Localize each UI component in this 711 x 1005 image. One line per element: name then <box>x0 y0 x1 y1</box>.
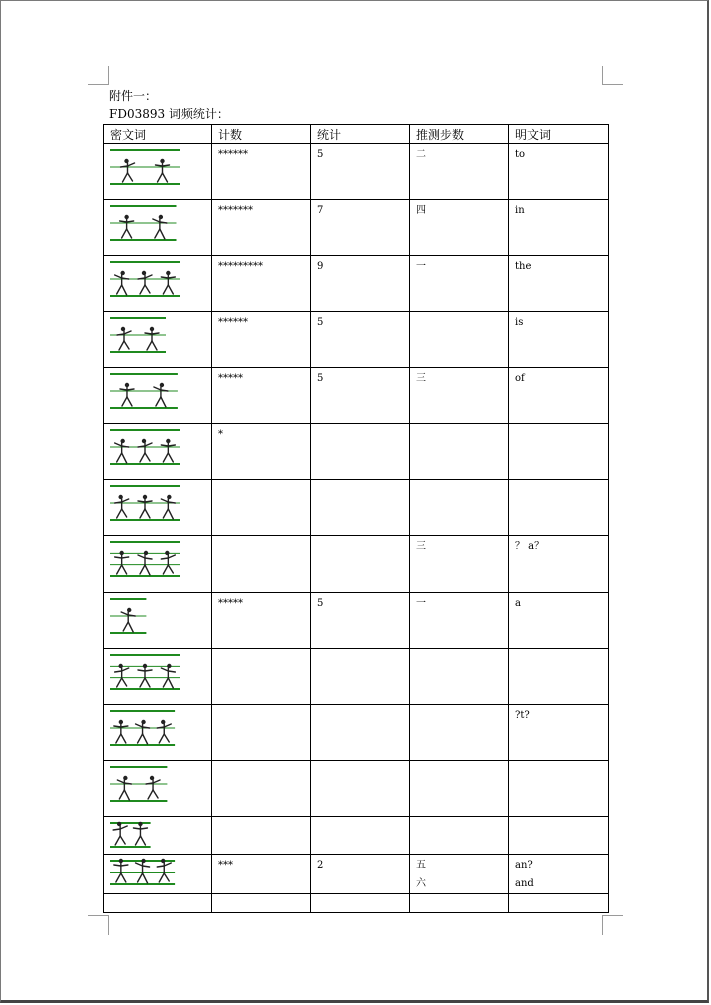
total-cell <box>311 855 410 894</box>
count-cell-line: ***** <box>218 373 243 384</box>
table-row <box>104 855 609 894</box>
dancing-men-cipher <box>108 368 204 414</box>
step-cell-line: 二 <box>416 149 426 160</box>
step-cell-line: 五 <box>416 860 426 871</box>
dancing-man-figure <box>120 383 134 406</box>
dancing-men-cipher <box>108 480 204 526</box>
dancing-man-figure <box>121 608 135 632</box>
table-row <box>104 144 609 200</box>
step-cell <box>410 593 509 649</box>
dancing-man-figure <box>138 271 152 294</box>
step-cell <box>410 424 509 480</box>
cipher-word-cell <box>104 593 212 649</box>
plain-word-cell <box>509 817 609 855</box>
count-cell <box>212 200 311 256</box>
total-cell <box>311 424 410 480</box>
total-cell <box>311 312 410 368</box>
dancing-men-cipher <box>108 705 204 751</box>
cipher-word-cell <box>104 200 212 256</box>
plain-word-cell <box>509 480 609 536</box>
step-cell-line: 一 <box>416 598 426 609</box>
dancing-man-figure <box>136 720 150 744</box>
total-cell <box>311 480 410 536</box>
cipher-word-cell <box>104 144 212 200</box>
total-cell <box>311 705 410 761</box>
header-count: 计数 <box>212 125 311 144</box>
step-cell-line: 四 <box>416 205 426 216</box>
plain-word-cell <box>509 200 609 256</box>
total-cell <box>311 649 410 705</box>
count-cell <box>212 424 311 480</box>
crop-mark-bottom-right-v <box>602 915 603 935</box>
count-cell-line: ****** <box>218 317 248 328</box>
cipher-word-cell <box>104 817 212 855</box>
crop-mark-top-right <box>603 84 623 85</box>
plain-word-cell <box>509 705 609 761</box>
dancing-man-figure <box>138 664 152 687</box>
plain-word-cell <box>509 894 609 913</box>
table-row <box>104 649 609 705</box>
step-cell <box>410 761 509 817</box>
cipher-word-cell <box>104 368 212 424</box>
step-cell <box>410 705 509 761</box>
word-frequency-table <box>103 124 609 913</box>
table-row <box>104 593 609 649</box>
plain-word-cell-line: in <box>515 205 525 216</box>
dancing-man-figure <box>115 271 129 295</box>
crop-mark-top-left-v <box>108 66 109 85</box>
table-row <box>104 200 609 256</box>
step-cell <box>410 144 509 200</box>
cipher-word-cell <box>104 705 212 761</box>
dancing-man-figure <box>133 822 147 845</box>
dancing-men-cipher <box>108 200 204 246</box>
count-cell <box>212 855 311 894</box>
step-cell <box>410 312 509 368</box>
crop-mark-bottom-left-v <box>108 915 109 935</box>
dancing-men-cipher <box>108 649 204 695</box>
cipher-word-cell <box>104 536 212 593</box>
plain-word-cell-line: a <box>515 598 521 609</box>
total-cell <box>311 894 410 913</box>
dancing-man-figure <box>114 720 128 743</box>
appendix-title: 附件一： <box>109 89 158 103</box>
cipher-word-cell <box>104 894 212 913</box>
cipher-word-cell <box>104 424 212 480</box>
total-cell <box>311 817 410 855</box>
plain-word-cell-line: and <box>515 878 534 889</box>
table-row <box>104 368 609 424</box>
count-cell <box>212 144 311 200</box>
total-cell-line: 9 <box>317 261 324 272</box>
table-row <box>104 817 609 855</box>
dancing-man-figure <box>161 551 175 574</box>
total-cell <box>311 536 410 593</box>
dancing-man-figure <box>154 383 168 407</box>
count-cell <box>212 817 311 855</box>
count-cell-line: ******* <box>218 205 253 216</box>
table-row <box>104 256 609 312</box>
count-cell <box>212 649 311 705</box>
count-cell <box>212 480 311 536</box>
table-row <box>104 480 609 536</box>
dancing-men-cipher <box>108 536 204 582</box>
dancing-man-figure <box>115 439 129 463</box>
dancing-man-figure <box>153 215 167 239</box>
total-cell-line: 5 <box>317 317 324 328</box>
dancing-man-figure <box>138 439 152 462</box>
table-header-row <box>104 125 609 144</box>
dancing-man-figure <box>136 859 150 883</box>
dancing-man-figure <box>115 495 129 518</box>
cipher-word-cell <box>104 761 212 817</box>
dancing-man-figure <box>146 776 160 799</box>
count-cell <box>212 256 311 312</box>
total-cell <box>311 256 410 312</box>
dancing-man-figure <box>156 159 170 182</box>
total-cell-line: 5 <box>317 598 324 609</box>
step-cell-line: 三 <box>416 373 426 384</box>
total-cell <box>311 761 410 817</box>
dancing-man-figure <box>117 327 131 350</box>
header-plain: 明文词 <box>509 125 609 144</box>
count-cell <box>212 368 311 424</box>
count-cell <box>212 312 311 368</box>
dancing-man-figure <box>115 664 129 687</box>
dancing-man-figure <box>113 822 127 845</box>
count-cell-line: *** <box>218 860 233 871</box>
plain-word-cell-line: to <box>515 149 526 160</box>
step-cell <box>410 536 509 593</box>
dancing-man-figure <box>138 551 152 575</box>
plain-word-cell <box>509 312 609 368</box>
step-cell <box>410 649 509 705</box>
dancing-men-cipher <box>108 593 204 639</box>
cipher-word-cell <box>104 855 212 894</box>
dancing-man-figure <box>121 159 135 182</box>
dancing-man-figure <box>161 664 175 688</box>
header-step: 推测步数 <box>410 125 509 144</box>
plain-word-cell-line: the <box>515 261 532 272</box>
plain-word-cell-line: ？ a？ <box>515 541 545 552</box>
dancing-man-figure <box>120 215 134 238</box>
step-cell <box>410 368 509 424</box>
cipher-word-cell <box>104 312 212 368</box>
cipher-word-cell <box>104 480 212 536</box>
table-row <box>104 424 609 480</box>
dancing-men-cipher <box>108 761 204 807</box>
plain-word-cell <box>509 424 609 480</box>
frequency-title: FD03893 词频统计： <box>109 107 229 121</box>
plain-word-cell <box>509 593 609 649</box>
header-cipher: 密文词 <box>104 125 212 144</box>
step-cell <box>410 200 509 256</box>
dancing-men-cipher <box>108 855 204 890</box>
count-cell <box>212 705 311 761</box>
total-cell <box>311 200 410 256</box>
total-cell-line: 7 <box>317 205 324 216</box>
count-cell <box>212 593 311 649</box>
total-cell-line: 5 <box>317 149 324 160</box>
total-cell-line: 2 <box>317 860 324 871</box>
dancing-man-figure <box>161 495 175 519</box>
plain-word-cell-line: of <box>515 373 525 384</box>
plain-word-cell <box>509 855 609 894</box>
crop-mark-top-left <box>88 84 108 85</box>
table-body <box>104 144 609 913</box>
total-cell <box>311 593 410 649</box>
plain-word-cell <box>509 144 609 200</box>
plain-word-cell <box>509 649 609 705</box>
dancing-man-figure <box>157 720 171 743</box>
plain-word-cell <box>509 368 609 424</box>
total-cell-line: 5 <box>317 373 324 384</box>
step-cell-line: 三 <box>416 541 426 552</box>
total-cell <box>311 144 410 200</box>
dancing-man-figure <box>138 495 152 518</box>
dancing-man-figure <box>114 859 128 882</box>
count-cell <box>212 536 311 593</box>
plain-word-cell-line: ?t? <box>515 710 530 721</box>
plain-word-cell <box>509 256 609 312</box>
count-cell <box>212 894 311 913</box>
table-row <box>104 894 609 913</box>
dancing-man-figure <box>145 327 159 350</box>
dancing-men-cipher <box>108 424 204 470</box>
step-cell <box>410 256 509 312</box>
plain-word-cell <box>509 761 609 817</box>
step-cell-line: 六 <box>416 878 426 889</box>
crop-mark-bottom-right <box>603 915 623 916</box>
dancing-men-cipher <box>108 144 204 190</box>
dancing-man-figure <box>161 439 175 462</box>
cipher-word-cell <box>104 649 212 705</box>
dancing-man-figure <box>161 271 175 294</box>
dancing-men-cipher <box>108 817 204 853</box>
step-cell <box>410 480 509 536</box>
plain-word-cell <box>509 536 609 593</box>
count-cell-line: ***** <box>218 598 243 609</box>
dancing-men-cipher <box>108 256 204 302</box>
step-cell <box>410 894 509 913</box>
count-cell-line: ********* <box>218 261 263 272</box>
table-row <box>104 536 609 593</box>
step-cell-line: 一 <box>416 261 426 272</box>
step-cell <box>410 855 509 894</box>
table-row <box>104 761 609 817</box>
total-cell <box>311 368 410 424</box>
count-cell-line: ****** <box>218 149 248 160</box>
count-cell-line: * <box>218 429 223 440</box>
plain-word-cell-line: is <box>515 317 524 328</box>
table-row <box>104 312 609 368</box>
count-cell <box>212 761 311 817</box>
dancing-men-cipher <box>108 312 204 358</box>
crop-mark-bottom-left <box>88 915 108 916</box>
table-row <box>104 705 609 761</box>
dancing-man-figure <box>157 859 171 882</box>
dancing-man-figure <box>117 776 131 800</box>
crop-mark-top-right-v <box>602 66 603 85</box>
plain-word-cell-line: an? <box>515 860 533 871</box>
header-total: 统计 <box>311 125 410 144</box>
cipher-word-cell <box>104 256 212 312</box>
step-cell <box>410 817 509 855</box>
dancing-man-figure <box>115 551 129 574</box>
